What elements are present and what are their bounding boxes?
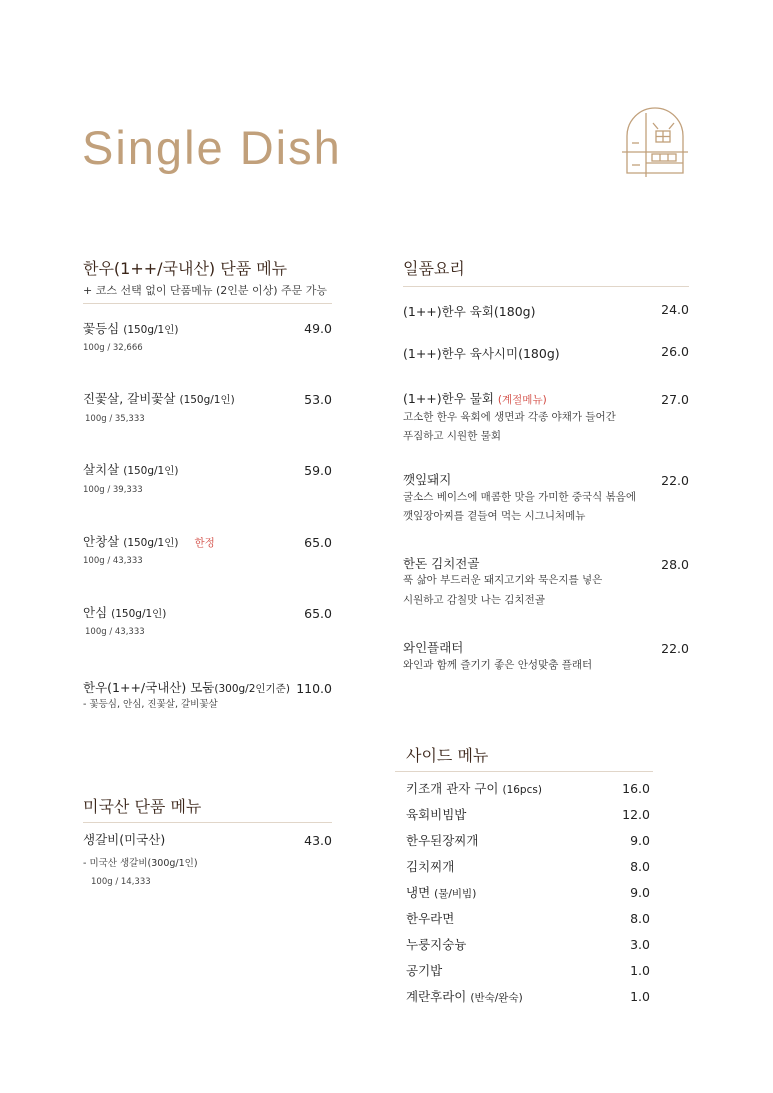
menu-item-price: 59.0: [304, 463, 332, 478]
menu-item-note: 100g / 39,333: [83, 485, 143, 495]
side-item-name: 한우라면: [406, 911, 455, 926]
side-item-name: 육회비빔밥: [406, 807, 467, 822]
side-item-price: 16.0: [622, 781, 650, 796]
menu-item-price: 27.0: [661, 392, 689, 407]
menu-item-name: 안창살 (150g/1인) 한정: [83, 534, 215, 549]
menu-item-name: 와인플래터: [403, 640, 464, 655]
menu-item-desc: 와인과 함께 즐기기 좋은 안성맞춤 플래터: [403, 659, 593, 671]
menu-item-note: 100g / 43,333: [85, 627, 145, 637]
side-item-price: 12.0: [622, 807, 650, 822]
side-item-name: 한우된장찌개: [406, 833, 479, 848]
side-divider: [395, 771, 653, 772]
side-item-name: 김치찌개: [406, 859, 455, 874]
side-item-name: 공기밥: [406, 963, 443, 978]
hanwoo-divider: [83, 303, 332, 304]
us-beef-section-title: 미국산 단품 메뉴: [83, 797, 202, 816]
menu-item-name: (1++)한우 물회 (계절메뉴): [403, 391, 547, 406]
seasonal-badge: (계절메뉴): [497, 394, 547, 406]
menu-item-name: 깻잎돼지: [403, 472, 452, 487]
menu-item-note: 100g / 35,333: [85, 414, 145, 424]
menu-item-name: 생갈비(미국산): [83, 832, 166, 847]
menu-item-price: 43.0: [304, 833, 332, 848]
menu-item-price: 28.0: [661, 557, 689, 572]
menu-item-note: 100g / 43,333: [83, 556, 143, 566]
restaurant-logo-icon: [622, 103, 688, 181]
menu-item-desc: 푸짐하고 시원한 물회: [403, 430, 501, 442]
menu-item-name: (1++)한우 육회(180g): [403, 304, 536, 319]
menu-item-name: 한우(1++/국내산) 모둠(300g/2인기준): [83, 680, 290, 695]
side-item-price: 1.0: [630, 963, 650, 978]
side-item-price: 8.0: [630, 859, 650, 874]
side-item-price: 9.0: [630, 833, 650, 848]
menu-item-price: 24.0: [661, 302, 689, 317]
menu-item-desc: 굴소스 베이스에 매콤한 맛을 가미한 중국식 볶음에: [403, 491, 637, 503]
menu-item-price: 22.0: [661, 641, 689, 656]
side-item-name: 누룽지숭늉: [406, 937, 467, 952]
menu-item-name: 진꽃살, 갈비꽃살 (150g/1인): [83, 391, 235, 406]
menu-item-price: 65.0: [304, 535, 332, 550]
menu-item-desc: 푹 삶아 부드러운 돼지고기와 묵은지를 넣은: [403, 574, 603, 586]
menu-item-price: 26.0: [661, 344, 689, 359]
menu-item-name: 살치살 (150g/1인): [83, 462, 179, 477]
hanwoo-section-subtitle: + 코스 선택 없이 단품메뉴 (2인분 이상) 주문 가능: [83, 284, 328, 297]
hanwoo-section-title: 한우(1++/국내산) 단품 메뉴: [83, 259, 288, 278]
menu-item-price: 65.0: [304, 606, 332, 621]
menu-item-name: (1++)한우 육사시미(180g): [403, 346, 560, 361]
menu-item-note: - 꽃등심, 안심, 진꽃살, 갈비꽃살: [83, 699, 218, 710]
ilpum-section-title: 일품요리: [403, 259, 465, 278]
ilpum-divider: [403, 286, 689, 287]
menu-item-note: 100g / 14,333: [91, 877, 151, 887]
side-item-price: 9.0: [630, 885, 650, 900]
side-item-name: 키조개 관자 구이 (16pcs): [406, 781, 542, 796]
side-item-price: 1.0: [630, 989, 650, 1004]
menu-item-desc: 깻잎장아찌를 곁들여 먹는 시그니처메뉴: [403, 510, 586, 522]
menu-item-price: 49.0: [304, 321, 332, 336]
menu-item-desc: 시원하고 감칠맛 나는 김치전골: [403, 594, 545, 606]
menu-item-name: 꽃등심 (150g/1인): [83, 321, 179, 336]
page-title: Single Dish: [82, 121, 342, 174]
menu-item-desc: 고소한 한우 육회에 생면과 각종 야채가 들어간: [403, 411, 616, 423]
menu-item-price: 53.0: [304, 392, 332, 407]
side-item-price: 8.0: [630, 911, 650, 926]
side-section-title: 사이드 메뉴: [406, 746, 489, 765]
side-item-name: 계란후라이 (반숙/완숙): [406, 989, 523, 1004]
us-beef-divider: [83, 822, 332, 823]
menu-item-price: 22.0: [661, 473, 689, 488]
side-item-price: 3.0: [630, 937, 650, 952]
limited-badge: 한정: [194, 537, 215, 549]
side-item-name: 냉면 (물/비빔): [406, 885, 477, 900]
menu-item-price: 110.0: [296, 681, 332, 696]
menu-item-note: 100g / 32,666: [83, 343, 143, 353]
menu-item-name: 안심 (150g/1인): [83, 605, 167, 620]
menu-item-name: 한돈 김치전골: [403, 556, 480, 571]
menu-item-note: - 미국산 생갈비(300g/1인): [83, 858, 198, 869]
